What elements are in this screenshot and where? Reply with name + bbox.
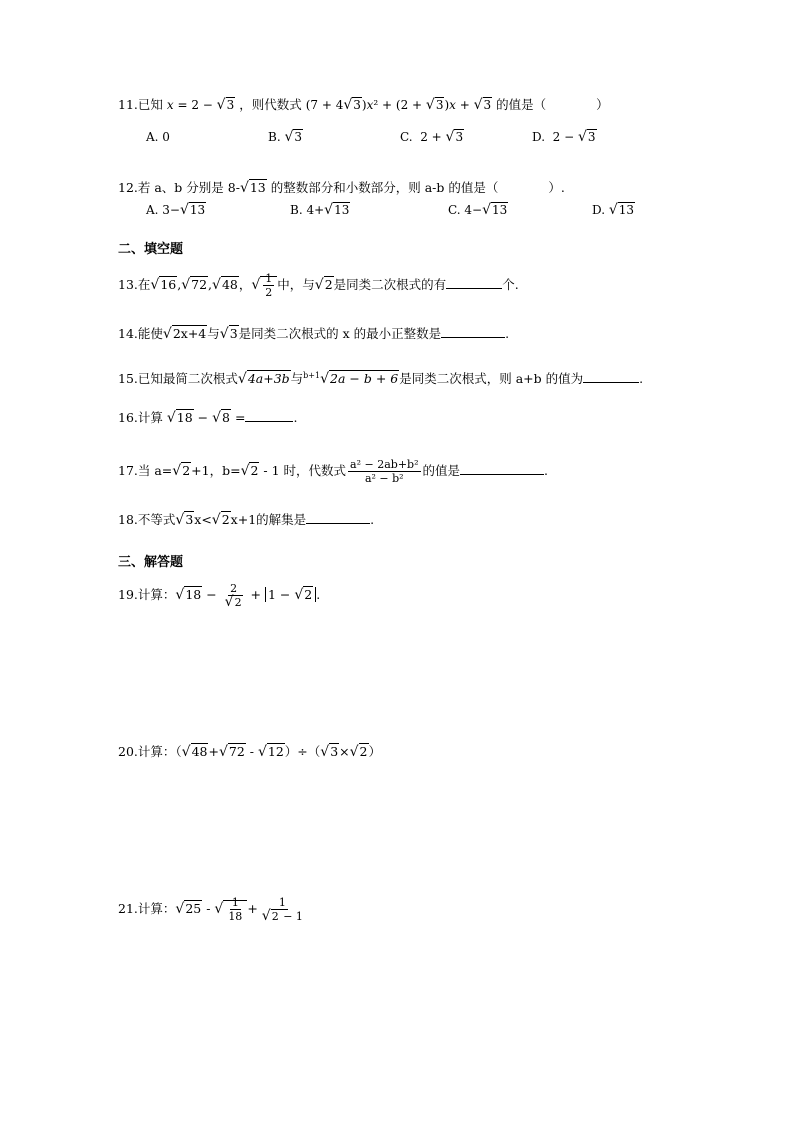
section-fill-in-blank: 二、填空题 — [118, 242, 184, 257]
q11-option-a: A. 0 — [146, 130, 170, 144]
q11-option-d: D. 2 − √3 — [532, 129, 596, 145]
q12-option-b: B. 4+√13 — [290, 202, 350, 218]
q12-option-d: D. √13 — [592, 202, 635, 218]
q14-answer-blank[interactable] — [441, 325, 505, 338]
question-13: 13.在√16,√72,√48，√ $\frac{1}{2}$ 中，与√2是同类二次根式的有 个. — [118, 272, 519, 299]
q12-option-c: C. 4−√13 — [448, 202, 508, 218]
section-solutions: 三、解答题 — [118, 555, 184, 570]
q18-answer-blank[interactable] — [306, 511, 370, 524]
q17-answer-blank[interactable] — [460, 462, 544, 475]
question-14: 14.能使√2x+4与√3是同类二次根式的 x 的最小正整数是 . — [118, 326, 510, 342]
question-19: 19.计算：√18 − $\frac{2}{√2}$ + 1 − √2 . — [118, 582, 321, 610]
q13-answer-blank[interactable] — [446, 276, 502, 289]
question-11: 11.已知 x = 2 − √3 ，则代数式 (7 + 4√3)x² + (2 + √3)x + √3 的值是（ ） — [118, 97, 609, 113]
q11-option-c: C. 2 + √3 — [400, 129, 464, 145]
question-15: 15.已知最简二次根式√4a+3b与$^{b+1}$√2a − b + 6是同类二次根式，则 a+b 的值为 . — [118, 371, 644, 388]
q12-option-a: A. 3−√13 — [146, 202, 206, 218]
q15-answer-blank[interactable] — [583, 370, 639, 383]
question-12: 12.若 a、b 分别是 8-√13 的整数部分和小数部分，则 a-b 的值是（ ）. — [118, 180, 565, 196]
question-21: 21.计算：√25 - √ $\frac{1}{18}$ + $\frac{1}{√2 - 1}$ — [118, 896, 303, 924]
question-17: 17.当 a=√2+1，b=√2 - 1 时，代数式 $\frac{\text{a² − 2ab+b²}}{\text{a² − b²}}$ 的值是 . — [118, 458, 548, 485]
question-18: 18.不等式√3x<√2x+1的解集是 . — [118, 512, 375, 528]
question-20: 20.计算：（√48+√72 - √12）÷（√3×√2） — [118, 744, 382, 760]
q11-option-b: B. √3 — [268, 129, 303, 145]
algebraic-expression: (7 + 4√3)x² + (2 + √3)x + √3 — [305, 97, 492, 113]
q16-answer-blank[interactable] — [245, 409, 293, 422]
x-definition: x = 2 − √3 — [166, 97, 235, 113]
question-16: 16.计算 √18 − √8 = . — [118, 410, 298, 426]
